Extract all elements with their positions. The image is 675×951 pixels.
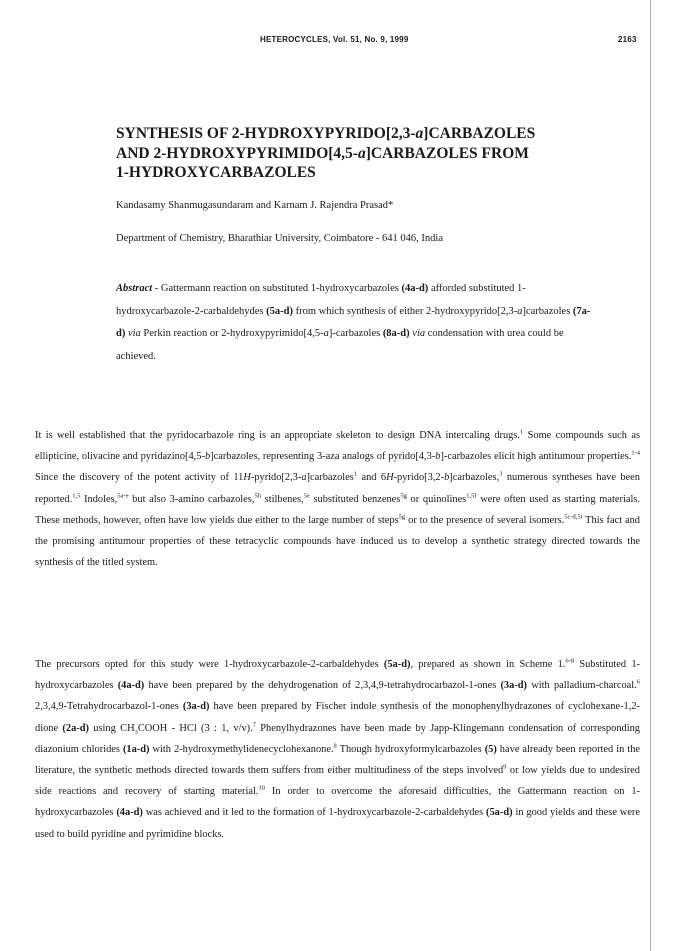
title-line-3: 1-HYDROXYCARBAZOLES (116, 164, 316, 181)
title-line-2: AND 2-HYDROXYPYRIMIDO[4,5-a]CARBAZOLES FROM (116, 144, 529, 162)
abstract-label: Abstract (116, 283, 153, 294)
article-title (116, 124, 596, 183)
page-number: 2163 (618, 35, 637, 44)
author-list: Kandasamy Shanmugasundaram and Karnam J. Rajendra Prasad* (116, 200, 394, 211)
body-paragraph-1: It is well established that the pyridocarbazole ring is an appropriate skeleton to design DNA intercaling drugs.$^1$ Some compounds such as ellipticine, olivacine and pyridazino[4,5-b]carbazoles, representing 3-aza analogs of pyrido[4,3-b]-carbazoles elicit high antitumour properties.$^{1-4}$ Since the discovery of the potent activity of 11H-pyrido[2,3-a]carbazoles$^1$ and 6H-pyrido[3,2-b]carbazoles,$^3$ numerous syntheses have been reported.$^{1,5}$ Indoles,$^{5a-e}$ but also 3-amino carbazoles,$^{5h}$ stilbenes,$^{5e}$ substituted benzenes$^{5g}$ or quinolines$^{1,5f}$ were often used as starting materials. These methods, however, often have low yields due either to the large number of steps$^{5g}$ or to the presence of several isomers.$^{5c-d,5i}$ This fact and the promising antitumour properties of these tetracyclic compounds have induced us to develop a synthetic strategy directed towards the synthesis of the titled system. (35, 428, 641, 569)
body-paragraph-2: The precursors opted for this study were 1-hydroxycarbazole-2-carbaldehydes (5a-d), prepared as shown in Scheme 1.$^{6-8}$ Substituted 1-hydroxycarbazoles (4a-d) have been prepared by the dehydrogenation of 2,3,4,9-tetrahydrocarbazol-1-ones (3a-d) with palladium-charcoal.$^6$ 2,3,4,9-Tetrahydrocarbazol-1-ones (3a-d) have been prepared by Fischer indole synthesis of the monophenylhydrazones of cyclohexane-1,2-dione (2a-d) using $CH_3COOH$ - HCl (3 : 1, v/v).$^7$ Phenylhydrazones have been made by Japp-Klingemann condensation of corresponding diazonium chlorides (1a-d) with 2-hydroxymethylidenecyclohexanone.$^8$ Though hydroxyformylcarbazoles (5) have already been reported in the literature, the synthetic methods directed towards them suffers from either multitudiness of the steps involved$^9$ or low yields due to undesired side reactions and recovery of starting material.$^{10}$ In order to overcome the aforesaid difficulties, the Gattermann reaction on 1-hydroxycarbazoles (4a-d) was achieved and it led to the formation of 1-hydroxycarbazole-2-carbaldehydes (5a-d) in good yields and these were used to build pyridine and pyrimidine blocks. (35, 657, 640, 840)
running-header (0, 35, 675, 49)
journal-citation: HETEROCYCLES, Vol. 51, No. 9, 1999 (260, 35, 409, 44)
title-line-1: SYNTHESIS OF 2-HYDROXYPYRIDO[2,3-a]CARBAZOLES (116, 125, 536, 142)
page-edge-line (650, 0, 651, 951)
abstract: Abstract - Gattermann reaction on substituted 1-hydroxycarbazoles (4a-d) afforded substituted 1-hydroxycarbazole-2-carbaldehydes (5a-d) from which synthesis of either 2-hydroxypyrido[2,3-a]carbazoles (7a-d) via Perkin reaction or 2-hydroxypyrimido[4,5-a]-carbazoles (8a-d) via condensation with urea could be achieved. (116, 283, 591, 362)
affiliation: Department of Chemistry, Bharathiar University, Coimbatore - 641 046, India (116, 233, 443, 244)
